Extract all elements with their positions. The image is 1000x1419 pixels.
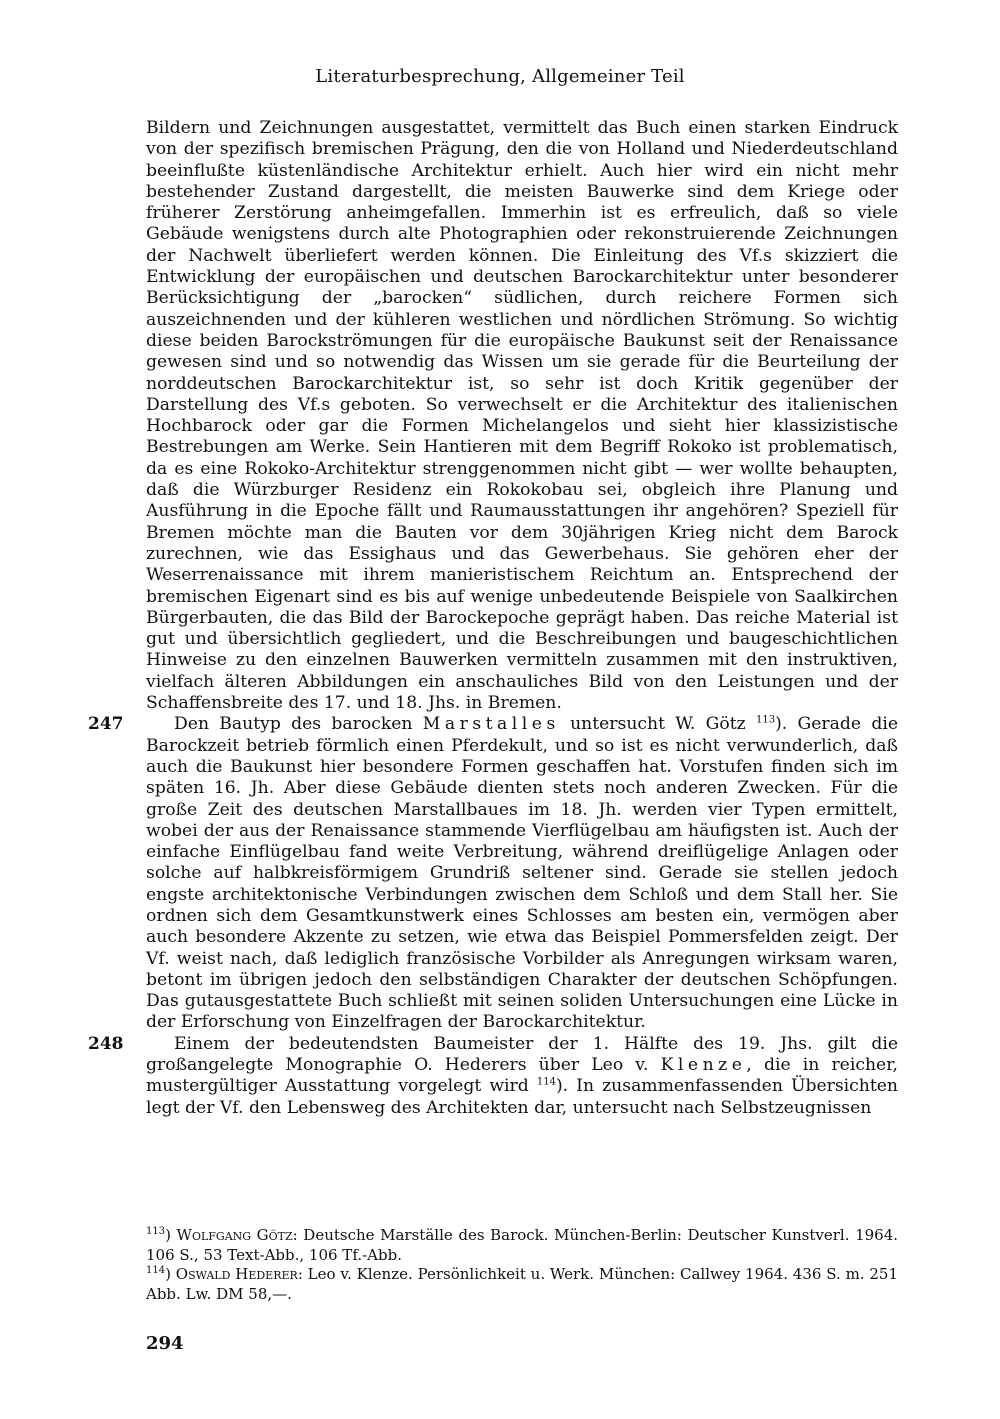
entry-248-keyword: Klenze xyxy=(660,1055,747,1076)
entry-247-text-b: untersucht W. Götz xyxy=(559,714,756,735)
footnote-ref-113[interactable]: 113 xyxy=(755,714,776,726)
footnote-marker-114: 114 xyxy=(146,1265,166,1276)
footnote-114-text: : Leo v. Klenze. Persönlichkeit u. Werk. München: Callwey 1964. 436 S. m. 251 Abb. Lw. DM 58,—. xyxy=(146,1265,899,1303)
footnote-ref-114[interactable]: 114 xyxy=(536,1076,556,1088)
entry-247 xyxy=(88,714,898,1033)
footnote-113-author: Wolfgang Götz xyxy=(176,1226,293,1244)
footnote-114-author: Oswald Hederer xyxy=(175,1265,298,1283)
entry-247-text-a: Den Bautyp des barocken xyxy=(174,714,423,735)
entry-247-keyword: Marstalles xyxy=(422,714,560,735)
entry-number-248: 248 xyxy=(88,1033,124,1054)
entry-number-247: 247 xyxy=(88,714,124,735)
body-text xyxy=(88,118,898,1119)
footnote-114: $^{114}$) Oswald Hederer: Leo v. Klenze. Persönlichkeit u. Werk. München: Callwey 1964. 436 S. m. 251 Abb. Lw. DM 58,—. xyxy=(146,1265,899,1303)
entry-247-text-c: ). Gerade die Barockzeit betrieb förmlich einen Pferdekult, und so ist es nicht verwunderlich, daß auch die Baukunst hier besondere Formen geschaffen hat. Vorstufen finden sich im späten 16. Jh. Aber diese Gebäude dienten stets noch anderen Zwecken. Für die große Zeit des deutschen Marstallbaues im 18. Jh. werden vier Typen ermittelt, wobei der aus der Renaissance stammende Vierflügelbau am häufigsten ist. Auch der einfache Einflügelbau fand weite Verbreitung, während dreiflügelige Anlagen oder solche auf halbkreisförmigem Grundriß seltener sind. Gerade sie stellen jedoch engste architektonische Verbindungen zwischen dem Schloß und dem Stall her. Sie ordnen sich dem Gesamtkunstwerk eines Schlosses am besten ein, vermögen aber auch besondere Akzente zu setzen, wie etwa das Beispiel Pommersfelden zeigt. Der Vf. weist nach, daß lediglich französische Vorbilder als Anregungen wirksam waren, betont im übrigen jedoch den selbständigen Charakter der deutschen Schöpfungen. Das gutausgestattete Buch schließt mit seinen soliden Untersuchungen eine Lücke in der Erforschung von Einzelfragen der Barockarchitektur. xyxy=(146,714,898,1033)
intro-paragraph: Bildern und Zeichnungen ausgestattet, vermittelt das Buch einen starken Eindruck von der spezifisch bremischen Prägung, den die von Holland und Niederdeutschland beeinflußte küstenländische Architektur erhielt. Auch hier wird ein nicht mehr bestehender Zustand dargestellt, die meisten Bauwerke sind dem Kriege oder früherer Zerstörung anheimgefallen. Immerhin ist es erfreulich, daß so viele Gebäude wenigstens durch alte Photographien oder rekonstruierende Zeichnungen der Nachwelt überliefert werden können. Die Einleitung des Vf.s skizziert die Entwicklung der europäischen und deutschen Barockarchitektur unter besonderer Berücksichtigung der „barocken“ südlichen, durch reichere Formen sich auszeichnenden und der kühleren westlichen und nördlichen Strömung. So wichtig diese beiden Barockströmungen für die europäische Baukunst seit der Renaissance gewesen sind und so notwendig das Wissen um sie gerade für die Beurteilung der norddeutschen Barockarchitektur ist, so sehr ist doch Kritik gegenüber der Darstellung des Vf.s geboten. So verwechselt er die Architektur des italienischen Hochbarock oder gar die Formen Michelangelos und sieht hier klassizistische Bestrebungen am Werke. Sein Hantieren mit dem Begriff Rokoko ist problematisch, da es eine Rokoko-Architektur strenggenommen nicht gibt — wer wollte behaupten, daß die Würzburger Residenz ein Rokokobau sei, obgleich ihre Planung und Ausführung in die Epoche fällt und Raumausstattungen ihr angehören? Speziell für Bremen möchte man die Bauten vor dem 30jährigen Krieg nicht dem Barock zurechnen, wie das Essighaus und das Gewerbehaus. Sie gehören eher der Weserrenaissance mit ihrem manieristischem Reichtum an. Entsprechend der bremischen Eigenart sind es bis auf wenige unbedeutende Beispiele von Saalkirchen Bürgerbauten, die das Bild der Barockepoche geprägt haben. Das reiche Material ist gut und übersichtlich gegliedert, und die Beschreibungen und baugeschichtlichen Hinweise zu den einzelnen Bauwerken vermitteln zusammen mit den instruktiven, vielfach älteren Abbildungen ein anschauliches Bild von den Leistungen und der Schaffensbreite des 17. und 18. Jhs. in Bremen. xyxy=(146,118,898,714)
entry-248-text-c: ). In zusammenfassenden Übersichten legt der Vf. den Lebensweg des Architekten dar, untersucht nach Selbstzeugnissen xyxy=(146,1076,898,1118)
footnote-113-text: : Deutsche Marställe des Barock. München-Berlin: Deutscher Kunstverl. 1964. 106 S., 53 Text-Abb., 106 Tf.-Abb. xyxy=(146,1226,899,1264)
entry-248-text-a: Einem der bedeutendsten Baumeister der 1. Hälfte des 19. Jhs. gilt die großangelegte Monographie O. Hederers über Leo v. xyxy=(146,1033,898,1076)
entry-248-text-b: , die in reicher, mustergültiger Ausstattung vorgelegt wird xyxy=(146,1055,898,1097)
footnote-113: $^{113}$) Wolfgang Götz: Deutsche Marställe des Barock. München-Berlin: Deutscher Kunstverl. 1964. 106 S., 53 Text-Abb., 106 Tf.-Abb. xyxy=(146,1226,899,1264)
page-number: 294 xyxy=(146,1333,184,1354)
footnote-marker-113: 113 xyxy=(146,1226,166,1237)
entry-248 xyxy=(88,1033,898,1119)
footnotes xyxy=(146,1226,898,1304)
running-head: Literaturbesprechung, Allgemeiner Teil xyxy=(315,66,685,87)
